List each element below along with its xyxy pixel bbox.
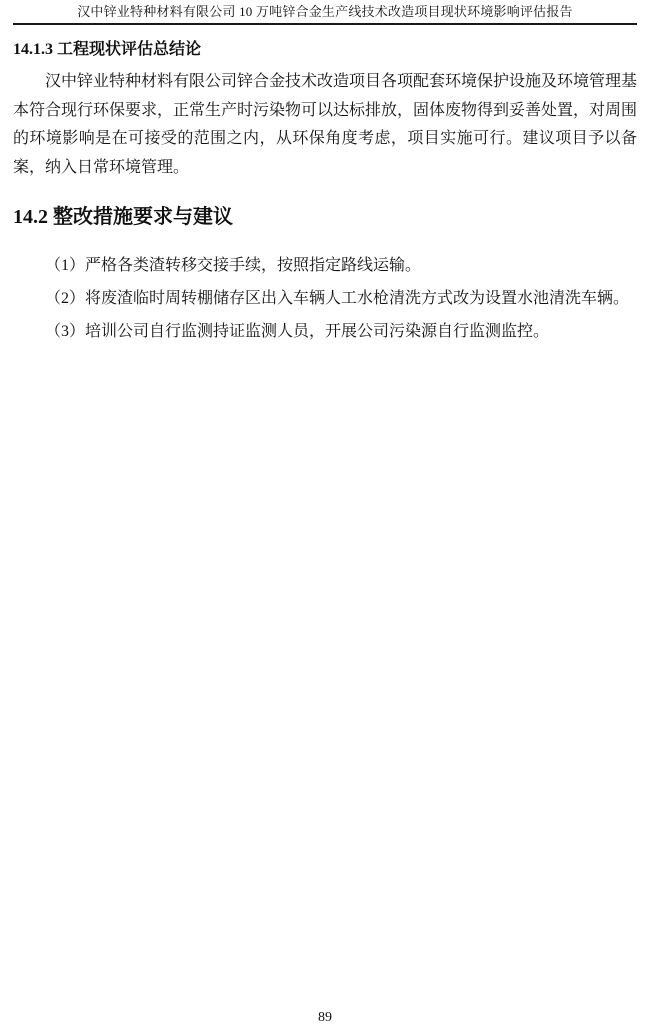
running-header xyxy=(13,0,637,25)
running-header-title: 汉中锌业特种材料有限公司 10 万吨锌合金生产线技术改造项目现状环境影响评估报告 xyxy=(77,4,573,19)
page-content xyxy=(0,40,650,342)
page-footer xyxy=(0,1010,650,1026)
section-heading-14-1-3: 14.1.3 工程现状评估总结论 xyxy=(13,41,202,58)
section-heading-14-2: 14.2 整改措施要求与建议 xyxy=(13,206,233,228)
page-number: 89 xyxy=(318,1010,332,1025)
summary-conclusion-paragraph: 汉中锌业特种材料有限公司锌合金技术改造项目各项配套环境保护设施及环境管理基本符合现行环保要求，正常生产时污染物可以达标排放，固体废物得到妥善处置，对周围的环境影响是在可接受的范围之内，从环保角度考虑，项目实施可行。建议项目予以备案，纳入日常环境管理。 xyxy=(13,73,638,176)
recommendation-item-1: （1）严格各类渣转移交接手续，按照指定路线运输。 xyxy=(45,257,422,274)
recommendation-item-3: （3）培训公司自行监测持证监测人员，开展公司污染源自行监测监控。 xyxy=(45,323,550,340)
recommendation-list xyxy=(45,256,637,342)
recommendation-item-2: （2）将废渣临时周转棚储存区出入车辆人工水枪清洗方式改为设置水池清洗车辆。 xyxy=(45,290,630,307)
